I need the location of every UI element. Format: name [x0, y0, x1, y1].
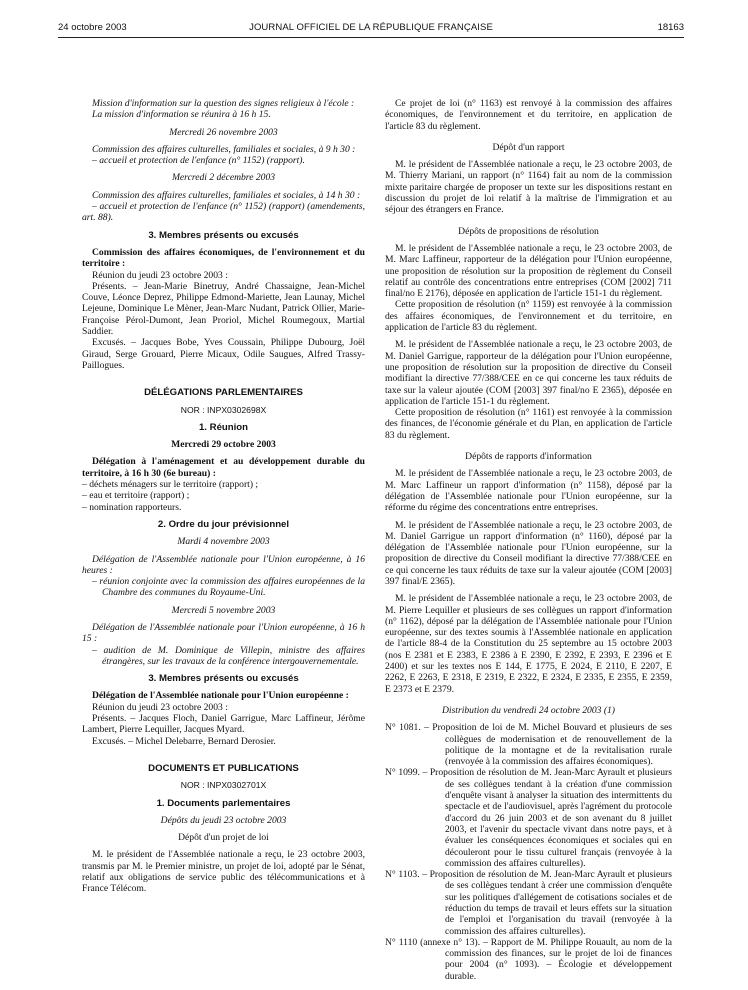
distribution-item: N° 1081. – Proposition de loi de M. Michel Bouvard et plusieurs de ses collègues de modernisation et de renouvellement de la politique de la montagne et de la revitalisation rurale (renvoyée à la commission des affaires économiques). [385, 722, 672, 768]
distribution-item: N° 1110 (annexe n° 13). – Rapport de M. Philippe Rouault, au nom de la commission des finances, sur le projet de loi de finances pour 2004 (n° 1093). – Écologie et développement durable. [385, 936, 672, 982]
depots-date: Dépôts du jeudi 23 octobre 2003 [160, 814, 287, 826]
delegation-union-europeenne-3: Délégation de l'Assemblée nationale pour l'Union européenne : [92, 690, 349, 702]
mission-text: La mission d'information se réunira à 16 h 15. [92, 109, 271, 121]
paragraph: M. le président de l'Assemblée nationale a reçu, le 23 octobre 2003, de M. Marc Laffineur, rapporteur de la délégation pour l'Union européenne, une proposition de résolution sur la proposition de règlement du Conseil relatif au contrôle des concentrations entre entreprises (COM [2002] 711 final/no E 2176), déposée en application de l'article 151-1 du règlement. [385, 242, 672, 300]
agenda-item: – réunion conjointe avec la commission des affaires européennes de la Chambre des communes du Royaume-Uni. [92, 576, 365, 599]
date-26-nov: Mercredi 26 novembre 2003 [169, 126, 278, 138]
delegations-heading: DÉLÉGATIONS PARLEMENTAIRES [144, 387, 303, 399]
presents-list: Présents. – Jacques Floch, Daniel Garrigue, Marc Laffineur, Jérôme Lambert, Pierre Lequiller, Jacques Myard. [82, 713, 365, 736]
depot-projet-loi-heading: Dépôt d'un projet de loi [178, 832, 269, 844]
excuses-list: Excusés. – Jacques Bobe, Yves Coussain, Philippe Dubourg, Joël Giraud, Serge Grouard, Pierre Micaux, Odile Saugues, Alfred Trassy-Paillogues. [82, 337, 365, 371]
list-item: – eau et territoire (rapport) ; [82, 490, 190, 502]
agenda-item: – audition de M. Dominique de Villepin, ministre des affaires étrangères, sur les travaux de la conférence intergouvernementale. [92, 644, 365, 667]
page-header [58, 22, 684, 36]
list-item: – nomination rapporteurs. [82, 501, 182, 513]
header-rule [58, 37, 684, 38]
depot-projet-loi-text: M. le président de l'Assemblée nationale a reçu, le 23 octobre 2003, transmis par M. le Premier ministre, un projet de loi, adopté par le Sénat, relatif aux obligations de service public des télécommunications et à France Télécom. [82, 849, 365, 895]
distribution-item: N° 1103. – Proposition de résolution de M. Jean-Marc Ayrault et plusieurs de ses collègues tendant à créer une commission d'enquête sur les politiques d'allégement de cotisations sociales et de réduction du temps de travail et leurs effets sur la situation de l'emploi et l'organisation du travail (renvoyée à la commission des affaires culturelles). [385, 869, 672, 937]
distribution-item: N° 1099. – Proposition de résolution de M. Jean-Marc Ayrault et plusieurs de ses collègues tendant à la création d'une commission d'enquête visant à analyser la situation des intermittents du spectacle et de l'audiovisuel, après l'agrément du protocole d'accord du 26 juin 2003 et de son avenant du 8 juillet 2003, et l'avenir du spectacle vivant dans notre pays, et à évaluer les conséquences économiques et sociales qui en découleront pour le tissu culturel français (renvoyée à la commission des affaires culturelles). [385, 767, 672, 869]
list-item: – déchets ménagers sur le territoire (rapport) ; [82, 479, 259, 491]
journal-title: JOURNAL OFFICIEL DE LA RÉPUBLIQUE FRANÇAISE [249, 22, 493, 33]
commission-affaires-economiques: Commission des affaires économiques, de l'environnement et du territoire : [82, 246, 365, 270]
depots-propositions-heading: Dépôts de propositions de résolution [458, 225, 599, 237]
paragraph: M. le président de l'Assemblée nationale a reçu, le 23 octobre 2003, de M. Daniel Garrigue, rapporteur de la délégation pour l'Union européenne, une proposition de résolution sur la proposition de directive du Conseil modifiant la directive 77/388/CEE en ce qui concerne les taux réduits de taxe sur la valeur ajoutée (COM [2003] 397 final/no E 2365), déposée en application de l'article 151-1 du règlement. [385, 339, 672, 407]
agenda-item: – accueil et protection de l'enfance (n° 1152) (rapport) (amendements, art. 88). [82, 201, 365, 224]
header-date: 24 octobre 2003 [58, 22, 127, 33]
agenda-item: – accueil et protection de l'enfance (n° 1152) (rapport). [92, 155, 305, 167]
section-membres-presents-2: 3. Membres présents ou excusés [148, 673, 299, 685]
left-column [82, 98, 365, 895]
paragraph: Cette proposition de résolution (n° 1159) est renvoyée à la commission des affaires économiques, de l'environnement et du territoire, en application de l'article 83 du règlement. [385, 299, 672, 334]
date-4-nov: Mardi 4 novembre 2003 [177, 536, 270, 548]
depots-rapports-information-heading: Dépôts de rapports d'information [465, 451, 592, 463]
paragraph: M. le président de l'Assemblée nationale a reçu, le 23 octobre 2003, de M. Pierre Lequiller et plusieurs de ses collègues un rapport d'information (n° 1162), déposé par la délégation de l'Assemblée nationale pour l'Union européenne, sur des textes soumis à l'Assemblée nationale en application de l'article 88-4 de la Constitution du 25 septembre au 15 octobre 2003 (nos E 2381 et E 2383, E 2386 à E 2390, E 2392, E 2393, E 2396 et E 2400) et sur les textes nos E 144, E 1775, E 2024, E 2110, E 2207, E 2262, E 2263, E 2318, E 2319, E 2322, E 2324, E 2335, E 2355, E 2359, E 2373 et E 2379. [385, 593, 672, 695]
section-ordre-du-jour: 2. Ordre du jour prévisionnel [157, 518, 290, 530]
paragraph: M. le président de l'Assemblée nationale a reçu, le 23 octobre 2003, de M. Marc Laffineur un rapport d'information (n° 1158), déposé par la délégation de l'Assemblée nationale pour l'Union européenne, sur la réforme du régime des concentrations entre entreprises. [385, 468, 672, 514]
paragraph: M. le président de l'Assemblée nationale a reçu, le 23 octobre 2003, de M. Thierry Mariani, un rapport (n° 1164) fait au nom de la commission mixte paritaire chargée de proposer un texte sur les dispositions restant en discussion du projet de loi relatif à la maîtrise de l'immigration et au séjour des étrangers en France. [385, 159, 672, 216]
date-2-dec: Mercredi 2 décembre 2003 [171, 172, 276, 184]
documents-heading: DOCUMENTS ET PUBLICATIONS [148, 762, 299, 774]
section-reunion: 1. Réunion [198, 421, 249, 433]
reunion-date: Réunion du jeudi 23 octobre 2003 : [92, 269, 228, 281]
reunion-date: Réunion du jeudi 23 octobre 2003 : [92, 701, 228, 713]
excuses-list: Excusés. – Michel Delebarre, Bernard Derosier. [92, 735, 276, 747]
delegation-amenagement: Délégation à l'aménagement et au développement durable du territoire, à 16 h 30 (6e bureau) : [82, 456, 365, 479]
presents-list: Présents. – Jean-Marie Binetruy, André Chassaigne, Jean-Michel Couve, Léonce Deprez, Philippe Edmond-Mariette, Jean Launay, Michel Lejeune, Dominique Le Mèner, Jean-Marc Nudant, Patrick Ollier, Marie-Françoise Pérol-Dumont, Jean Proriol, Michel Roumegoux, Martial Saddier. [82, 280, 365, 338]
delegation-union-europeenne-2: Délégation de l'Assemblée nationale pour l'Union européenne, à 16 h 15 : [82, 621, 365, 645]
reunion-date-heading: Mercredi 29 octobre 2003 [171, 439, 276, 451]
distribution-heading: Distribution du vendredi 24 octobre 2003 (1) [441, 704, 616, 716]
nor-reference: NOR : INPX0302698X [180, 404, 267, 415]
commission-affaires-culturelles-2: Commission des affaires culturelles, familiales et sociales, à 14 h 30 : [92, 189, 361, 201]
nor-reference: NOR : INPX0302701X [180, 780, 267, 791]
mission-title: Mission d'information sur la question des signes religieux à l'école : [92, 98, 355, 109]
depot-rapport-heading: Dépôt d'un rapport [492, 141, 565, 153]
commission-affaires-culturelles-1: Commission des affaires culturelles, familiales et sociales, à 9 h 30 : [92, 143, 356, 155]
date-5-nov: Mercredi 5 novembre 2003 [171, 604, 276, 616]
page-number: 18163 [657, 22, 684, 33]
section-documents-parlementaires: 1. Documents parlementaires [156, 797, 291, 809]
paragraph: M. le président de l'Assemblée nationale a reçu, le 23 octobre 2003, de M. Daniel Garrigue un rapport d'information (n° 1160), déposé par la délégation de l'Assemblée nationale pour l'Union européenne, sur la proposition de directive du Conseil modifiant la directive 77/388/CEE en ce qui concerne les taux réduits de taxe sur la valeur ajoutée (COM [2003] 397 final/E 2365). [385, 519, 672, 587]
right-column [385, 98, 672, 982]
paragraph: Ce projet de loi (n° 1163) est renvoyé à la commission des affaires économiques, de l'environnement et du territoire, en application de l'article 83 du règlement. [385, 98, 672, 132]
delegation-union-europeenne-1: Délégation de l'Assemblée nationale pour l'Union européenne, à 16 heures : [82, 553, 365, 576]
section-membres-presents: 3. Membres présents ou excusés [148, 229, 299, 241]
paragraph: Cette proposition de résolution (n° 1161) est renvoyée à la commission des finances, de l'économie générale et du Plan, en application de l'article 83 du règlement. [385, 407, 672, 441]
